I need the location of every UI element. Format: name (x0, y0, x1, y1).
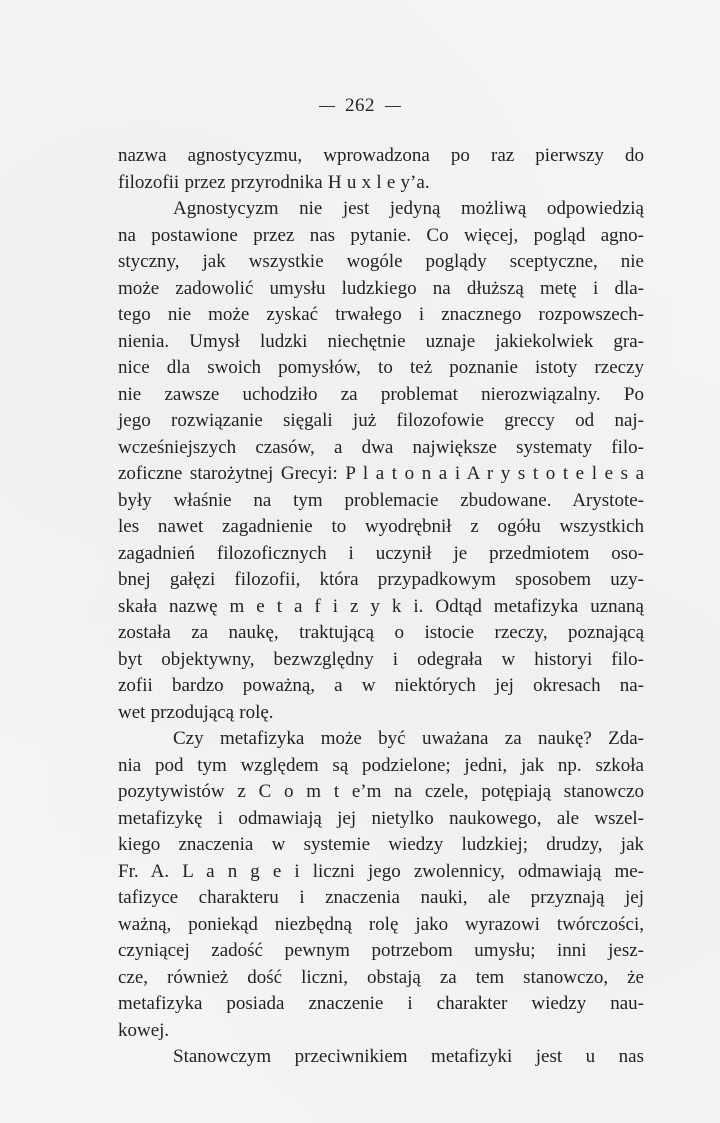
text-line: kowej. (118, 1019, 170, 1041)
text-line: metafizykę i odmawiają jej nietylko naukowego, ale wszel- (118, 807, 644, 829)
text-line: filozofii przez przyrodnika H u x l e y’a. (118, 171, 430, 193)
text-line: czyniącej zadość pewnym potrzebom umysłu; inni jesz- (118, 940, 644, 961)
header-dash-right (385, 106, 401, 107)
text-line: wcześniejszych czasów, a dwa największe systematy filo- (118, 436, 644, 458)
text-line: może zadowolić umysłu ludzkiego na dłuższą metę i dla- (118, 277, 644, 299)
text-line: Stanowczym przeciwnikiem metafizyki jest u nas (173, 1046, 644, 1067)
body-text (118, 143, 644, 1071)
text-line: zofii bardzo poważną, a w niektórych jej okresach na- (118, 675, 644, 696)
text-line: jego rozwiązanie sięgali już filozofowie greccy od naj- (118, 410, 644, 431)
text-line: na postawione przez nas pytanie. Co więcej, pogląd agno- (118, 224, 644, 246)
text-line: metafizyka posiada znaczenie i charakter wiedzy nau- (118, 993, 644, 1014)
text-line: Agnostycyzm nie jest jedyną możliwą odpowiedzią (173, 198, 644, 219)
text-line: Fr. A. L a n g e i liczni jego zwolennicy, odmawiają me- (118, 860, 644, 882)
text-line: została za naukę, traktującą o istocie rzeczy, poznającą (118, 622, 644, 643)
text-line: wet przodującą rolę. (118, 701, 274, 723)
text-line: cze, również dość liczni, obstają za tem stanowczo, że (118, 966, 644, 988)
text-line: nazwa agnostycyzmu, wprowadzona po raz pierwszy do (118, 145, 644, 166)
text-line: były właśnie na tym problemacie zbudowane. Arystote- (118, 489, 644, 511)
text-line: zagadnień filozoficznych i uczynił je przedmiotem oso- (118, 542, 644, 564)
text-line: bnej gałęzi filozofii, która przypadkowym sposobem uzy- (118, 569, 644, 590)
text-line: tego nie może zyskać trwałego i znacznego rozpowszech- (118, 304, 644, 325)
page-number: 262 (345, 95, 375, 116)
text-line: nienia. Umysł ludzki niechętnie uznaje jakiekolwiek gra- (118, 330, 644, 352)
text-line: Czy metafizyka może być uważana za naukę? Zda- (173, 728, 644, 749)
text-line: pozytywistów z C o m t e’m na czele, potępiają stanowczo (118, 781, 644, 802)
text-line: nie zawsze uchodziło za problemat nierozwiązalny. Po (118, 383, 644, 405)
text-line: les nawet zagadnienie to wyodrębnił z ogółu wszystkich (118, 516, 644, 537)
text-line: kiego znaczenia w systemie wiedzy ludzkiej; drudzy, jak (118, 834, 644, 855)
header-dash-left (319, 106, 335, 107)
text-line: byt objektywny, bezwzględny i odegrała w historyi filo- (118, 648, 644, 670)
text-line: nia pod tym względem są podzielone; jedni, jak np. szkoła (118, 754, 644, 776)
text-line: skała nazwę m e t a f i z y k i. Odtąd metafizyka uznaną (118, 595, 644, 617)
page-header (0, 95, 720, 117)
text-line: tafizyce charakteru i znaczenia nauki, ale przyznają jej (118, 887, 644, 908)
text-line: nice dla swoich pomysłów, to też poznanie istoty rzeczy (118, 357, 644, 378)
text-line: zoficzne starożytnej Grecyi: P l a t o n a i A r y s t o t e l e s a (118, 463, 644, 484)
text-line: ważną, poniekąd niezbędną rolę jako wyrazowi twórczości, (118, 913, 644, 935)
text-line: styczny, jak wszystkie wogóle poglądy sceptyczne, nie (118, 251, 644, 272)
